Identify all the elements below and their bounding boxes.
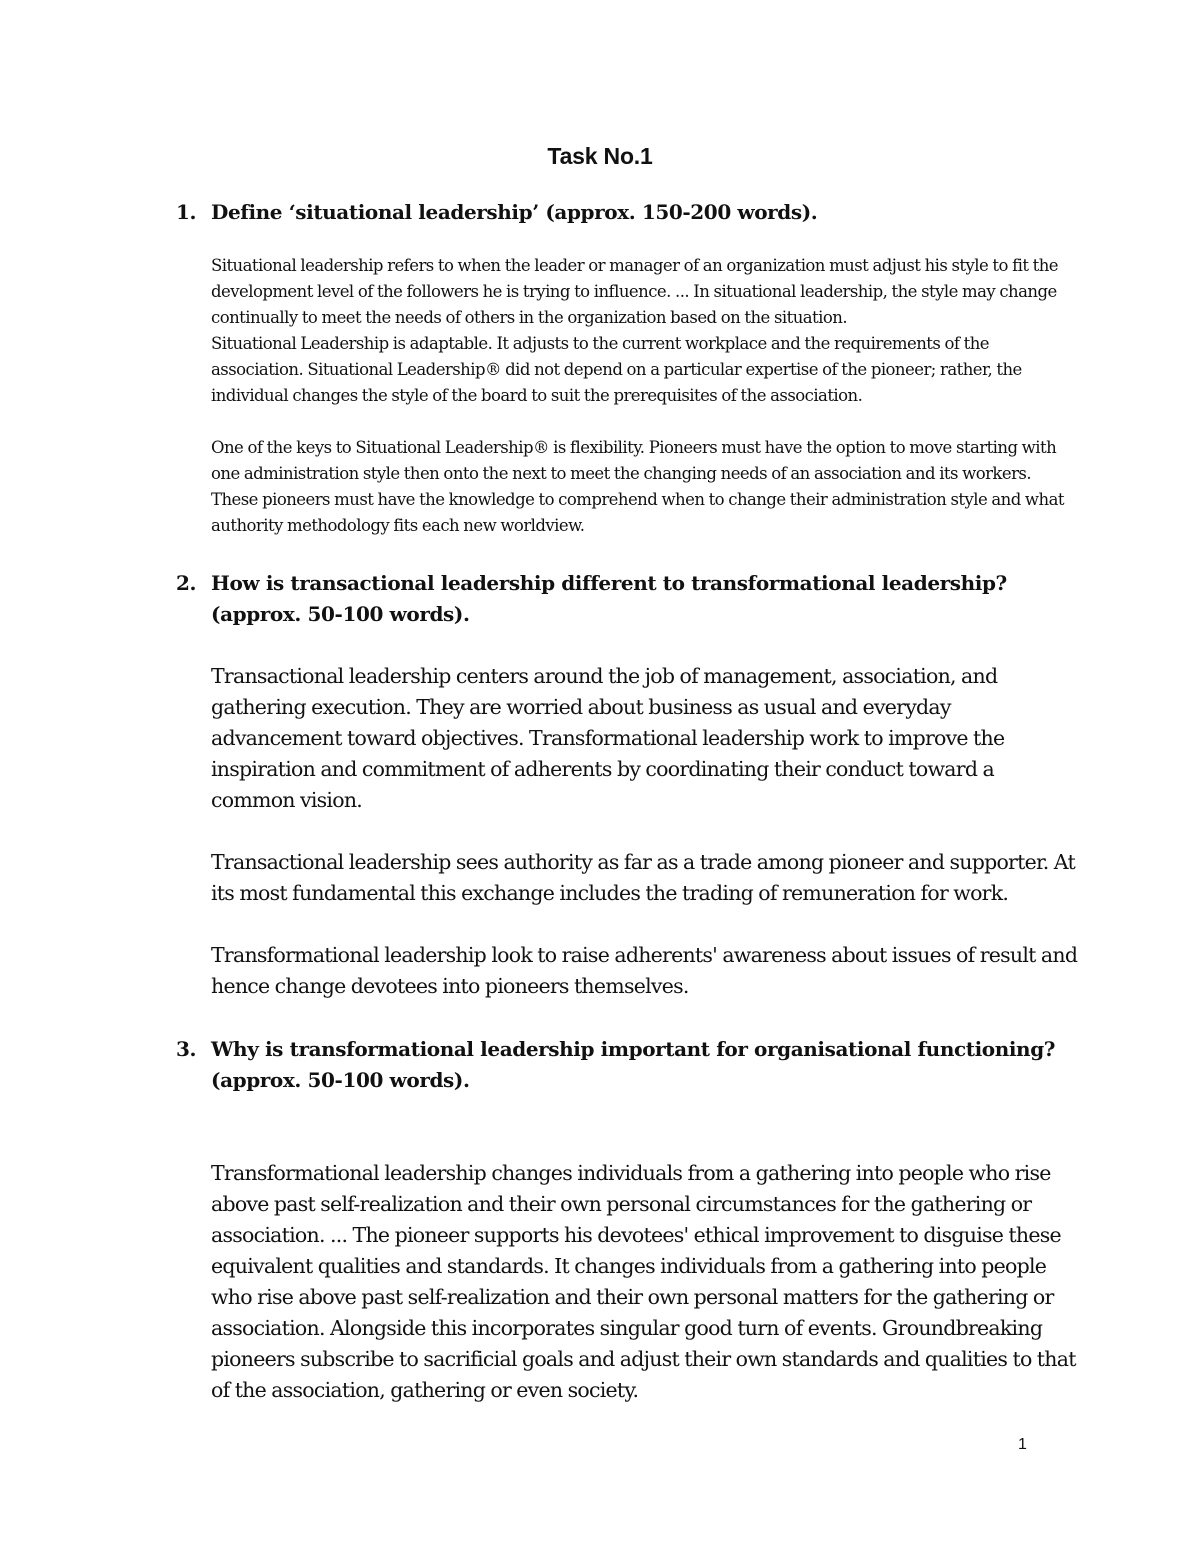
question-3: [176, 1034, 1076, 1096]
question-number: 2.: [176, 571, 197, 595]
answer-paragraph: Transformational leadership look to raise adherents' awareness about issues of result and hence change devotees into pioneers themselves.: [211, 943, 1078, 998]
question-text: Define ‘situational leadership’ (approx. 150-200 words).: [211, 200, 818, 224]
answer-paragraph: Transactional leadership sees authority as far as a trade among pioneer and supporter. At its most fundamental this exchange includes the trading of remuneration for work.: [211, 850, 1075, 905]
answer-paragraph: Transactional leadership centers around the job of management, association, and gathering execution. They are worried about business as usual and everyday advancement toward objectives. Transformational leadership work to improve the inspiration and commitment of adherents by coordinating their conduct toward a common vision.: [211, 664, 1005, 812]
question-number: 1.: [176, 200, 197, 224]
answer-1: [211, 253, 1081, 539]
answer-paragraph: Transformational leadership changes individuals from a gathering into people who rise above past self-realization and their own personal circumstances for the gathering or association. ... The pioneer supports his devotees' ethical improvement to disguise these equivalent qualities and standards. It changes individuals from a gathering into people who rise above past self-realization and their own personal matters for the gathering or association. Alongside this incorporates singular good turn of events. Groundbreaking pioneers subscribe to sacrificial goals and adjust their own standards and qualities to that of the association, gathering or even society.: [211, 1161, 1076, 1402]
question-1: [176, 197, 1076, 228]
question-text: Why is transformational leadership important for organisational functioning? (approx. 50-100 words).: [211, 1037, 1056, 1092]
question-number: 3.: [176, 1037, 197, 1061]
answer-paragraph: One of the keys to Situational Leadership® is flexibility. Pioneers must have the option to move starting with one administration style then onto the next to meet the changing needs of an association and its workers. These pioneers must have the knowledge to comprehend when to change their administration style and what authority methodology fits each new worldview.: [211, 438, 1064, 535]
answer-2: [211, 661, 1081, 1002]
page-number: 1: [1018, 1436, 1027, 1453]
answer-paragraph: Situational leadership refers to when the leader or manager of an organization must adjust his style to fit the development level of the followers he is trying to influence. ... In situational leadership, the style may change continually to meet the needs of others in the organization based on the situation.: [211, 256, 1058, 327]
answer-3: [211, 1158, 1081, 1406]
question-text: How is transactional leadership different to transformational leadership? (approx. 50-100 words).: [211, 571, 1007, 626]
answer-paragraph: Situational Leadership is adaptable. It adjusts to the current workplace and the requirements of the association. Situational Leadership® did not depend on a particular expertise of the pioneer; rather, the individual changes the style of the board to suit the prerequisites of the association.: [211, 334, 1022, 405]
question-2: [176, 568, 1076, 630]
document-title: Task No.1: [547, 143, 653, 169]
